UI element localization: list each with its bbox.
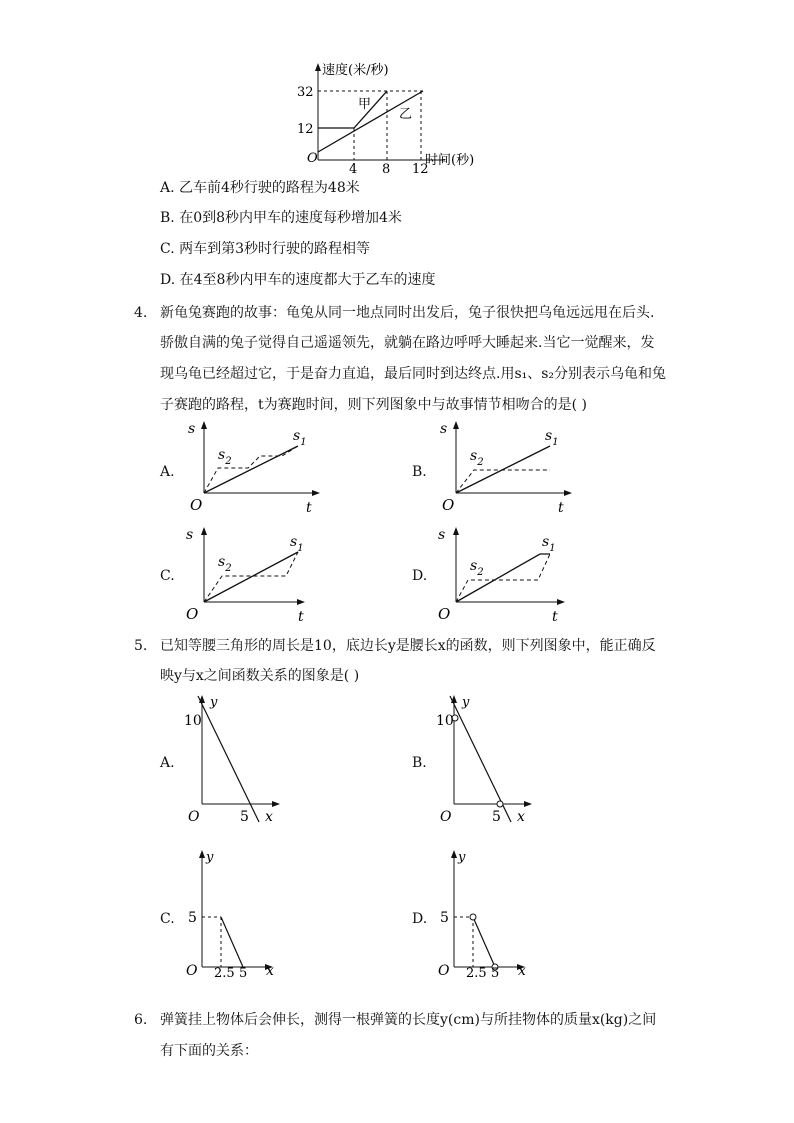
q5-option-c-letter[interactable]: C. [160,911,175,927]
svg-text:O: O [186,605,199,623]
svg-text:s2: $s_2$ [218,554,232,574]
svg-text:O: O [190,496,203,514]
svg-text:5: 5 [491,966,500,980]
q3-y-arrow [315,63,321,71]
q3-option-b[interactable]: B. 在0到8秒内甲车的速度每秒增加4米 [160,210,402,226]
q4-graph-b[interactable] [432,418,577,518]
q4-text-line-2: 骄傲自满的兔子觉得自己遥遥领先，就躺在路边呼呼大睡起来.当它一觉醒来，发 [160,335,655,351]
q5a-line [198,696,259,822]
svg-text:s2: $s_2$ [218,447,232,467]
q4-option-b-letter[interactable]: B. [412,464,427,480]
svg-text:2.5: 2.5 [466,966,487,980]
svg-text:s1: $s_1$ [290,534,304,554]
svg-text:t: t [306,500,312,516]
svg-text:y: y [462,695,470,710]
svg-text:t: t [552,609,558,624]
q5d-line [473,917,495,967]
q3-xlabel: 时间(秒) [425,153,475,168]
q3-option-a[interactable]: A. 乙车前4秒行驶的路程为48米 [160,180,360,196]
q5-option-a-letter[interactable]: A. [160,755,175,771]
svg-text:s2: $s_2$ [470,558,484,578]
q4-text-line-1: 新龟兔赛跑的故事：龟兔从同一地点同时出发后，兔子很快把乌龟远远甩在后头. [160,305,655,321]
q6-text-line-1: 弹簧挂上物体后会伸长，测得一根弹簧的长度y(cm)与所挂物体的质量x(kg)之间 [160,1012,657,1028]
svg-text:O: O [186,963,198,979]
svg-text:x: x [265,809,273,825]
svg-text:5: 5 [492,809,501,825]
q3-speed-time-chart [295,60,505,175]
q5-option-d-letter[interactable]: D. [412,911,428,927]
svg-text:s2: $s_2$ [470,448,484,468]
q5d-open-point-top [470,914,476,920]
q3-label-jia: 甲 [358,97,372,112]
svg-text:y: y [458,850,466,865]
svg-text:s1: $s_1$ [293,428,307,448]
q4-text-line-4: 子赛跑的路程，t为赛跑时间，则下列图象中与故事情节相吻合的是( ) [160,397,587,413]
q4-graph-a[interactable] [180,418,325,518]
svg-text:5: 5 [239,966,248,980]
svg-text:10: 10 [436,713,454,729]
q3-xtick-4: 4 [349,162,358,175]
svg-text:s: s [438,527,446,543]
q3-xtick-8: 8 [382,162,391,175]
svg-text:O: O [188,809,200,825]
q3-option-c[interactable]: C. 两车到第3秒时行驶的路程相等 [160,241,371,257]
svg-text:x: x [517,809,525,825]
q5-graph-d[interactable] [432,845,532,980]
q3-ytick-32: 32 [297,85,314,100]
q5-number: 5. [134,638,148,654]
q4-number: 4. [134,305,148,321]
q5-graph-b[interactable] [432,690,532,825]
q6-number: 6. [134,1012,148,1028]
svg-text:x: x [266,963,274,979]
q3-xtick-12: 12 [412,162,429,175]
q4b-s2-line [456,470,550,493]
q5-text-line-2: 映y与x之间函数关系的图象是( ) [160,668,360,684]
svg-text:y: y [206,850,214,865]
q3-label-yi: 乙 [399,107,413,122]
q4-option-c-letter[interactable]: C. [160,568,175,584]
q5-option-b-letter[interactable]: B. [412,755,427,771]
q4-option-d-letter[interactable]: D. [412,568,428,584]
svg-text:s: s [188,421,196,437]
svg-text:t: t [298,609,304,624]
q5-graph-a[interactable] [180,690,280,825]
svg-text:O: O [438,963,450,979]
q5b-open-point-5 [497,801,503,807]
q4-graph-d[interactable] [432,524,577,624]
svg-text:s1: $s_1$ [542,534,556,554]
svg-text:s1: $s_1$ [545,428,559,448]
q4-graph-c[interactable] [180,524,325,624]
svg-text:x: x [518,963,526,979]
svg-text:5: 5 [240,809,249,825]
svg-text:O: O [438,605,451,623]
q4-option-a-letter[interactable]: A. [160,464,175,480]
q5-text-line-1: 已知等腰三角形的周长是10，底边长y是腰长x的函数，则下列图象中，能正确反 [160,638,656,654]
q5c-line [221,917,243,967]
q4-text-line-3: 现乌龟已经超过它，于是奋力直追，最后同时到达终点.用s₁、s₂分别表示乌龟和兔 [160,366,667,382]
svg-text:y: y [210,695,218,710]
svg-text:s: s [186,527,194,543]
svg-text:5: 5 [188,910,197,926]
svg-text:t: t [558,500,564,516]
q5-graph-c[interactable] [180,845,280,980]
q3-ytick-12: 12 [297,122,314,137]
q3-origin: O [307,151,318,166]
svg-text:O: O [440,809,452,825]
q3-ylabel: 速度(米/秒) [322,63,389,78]
svg-text:5: 5 [440,910,449,926]
q3-option-d[interactable]: D. 在4至8秒内甲车的速度都大于乙车的速度 [160,272,436,288]
svg-text:s: s [440,421,448,437]
q6-text-line-2: 有下面的关系： [160,1043,258,1059]
svg-text:2.5: 2.5 [214,966,235,980]
svg-text:O: O [442,496,455,514]
svg-text:10: 10 [184,713,202,729]
